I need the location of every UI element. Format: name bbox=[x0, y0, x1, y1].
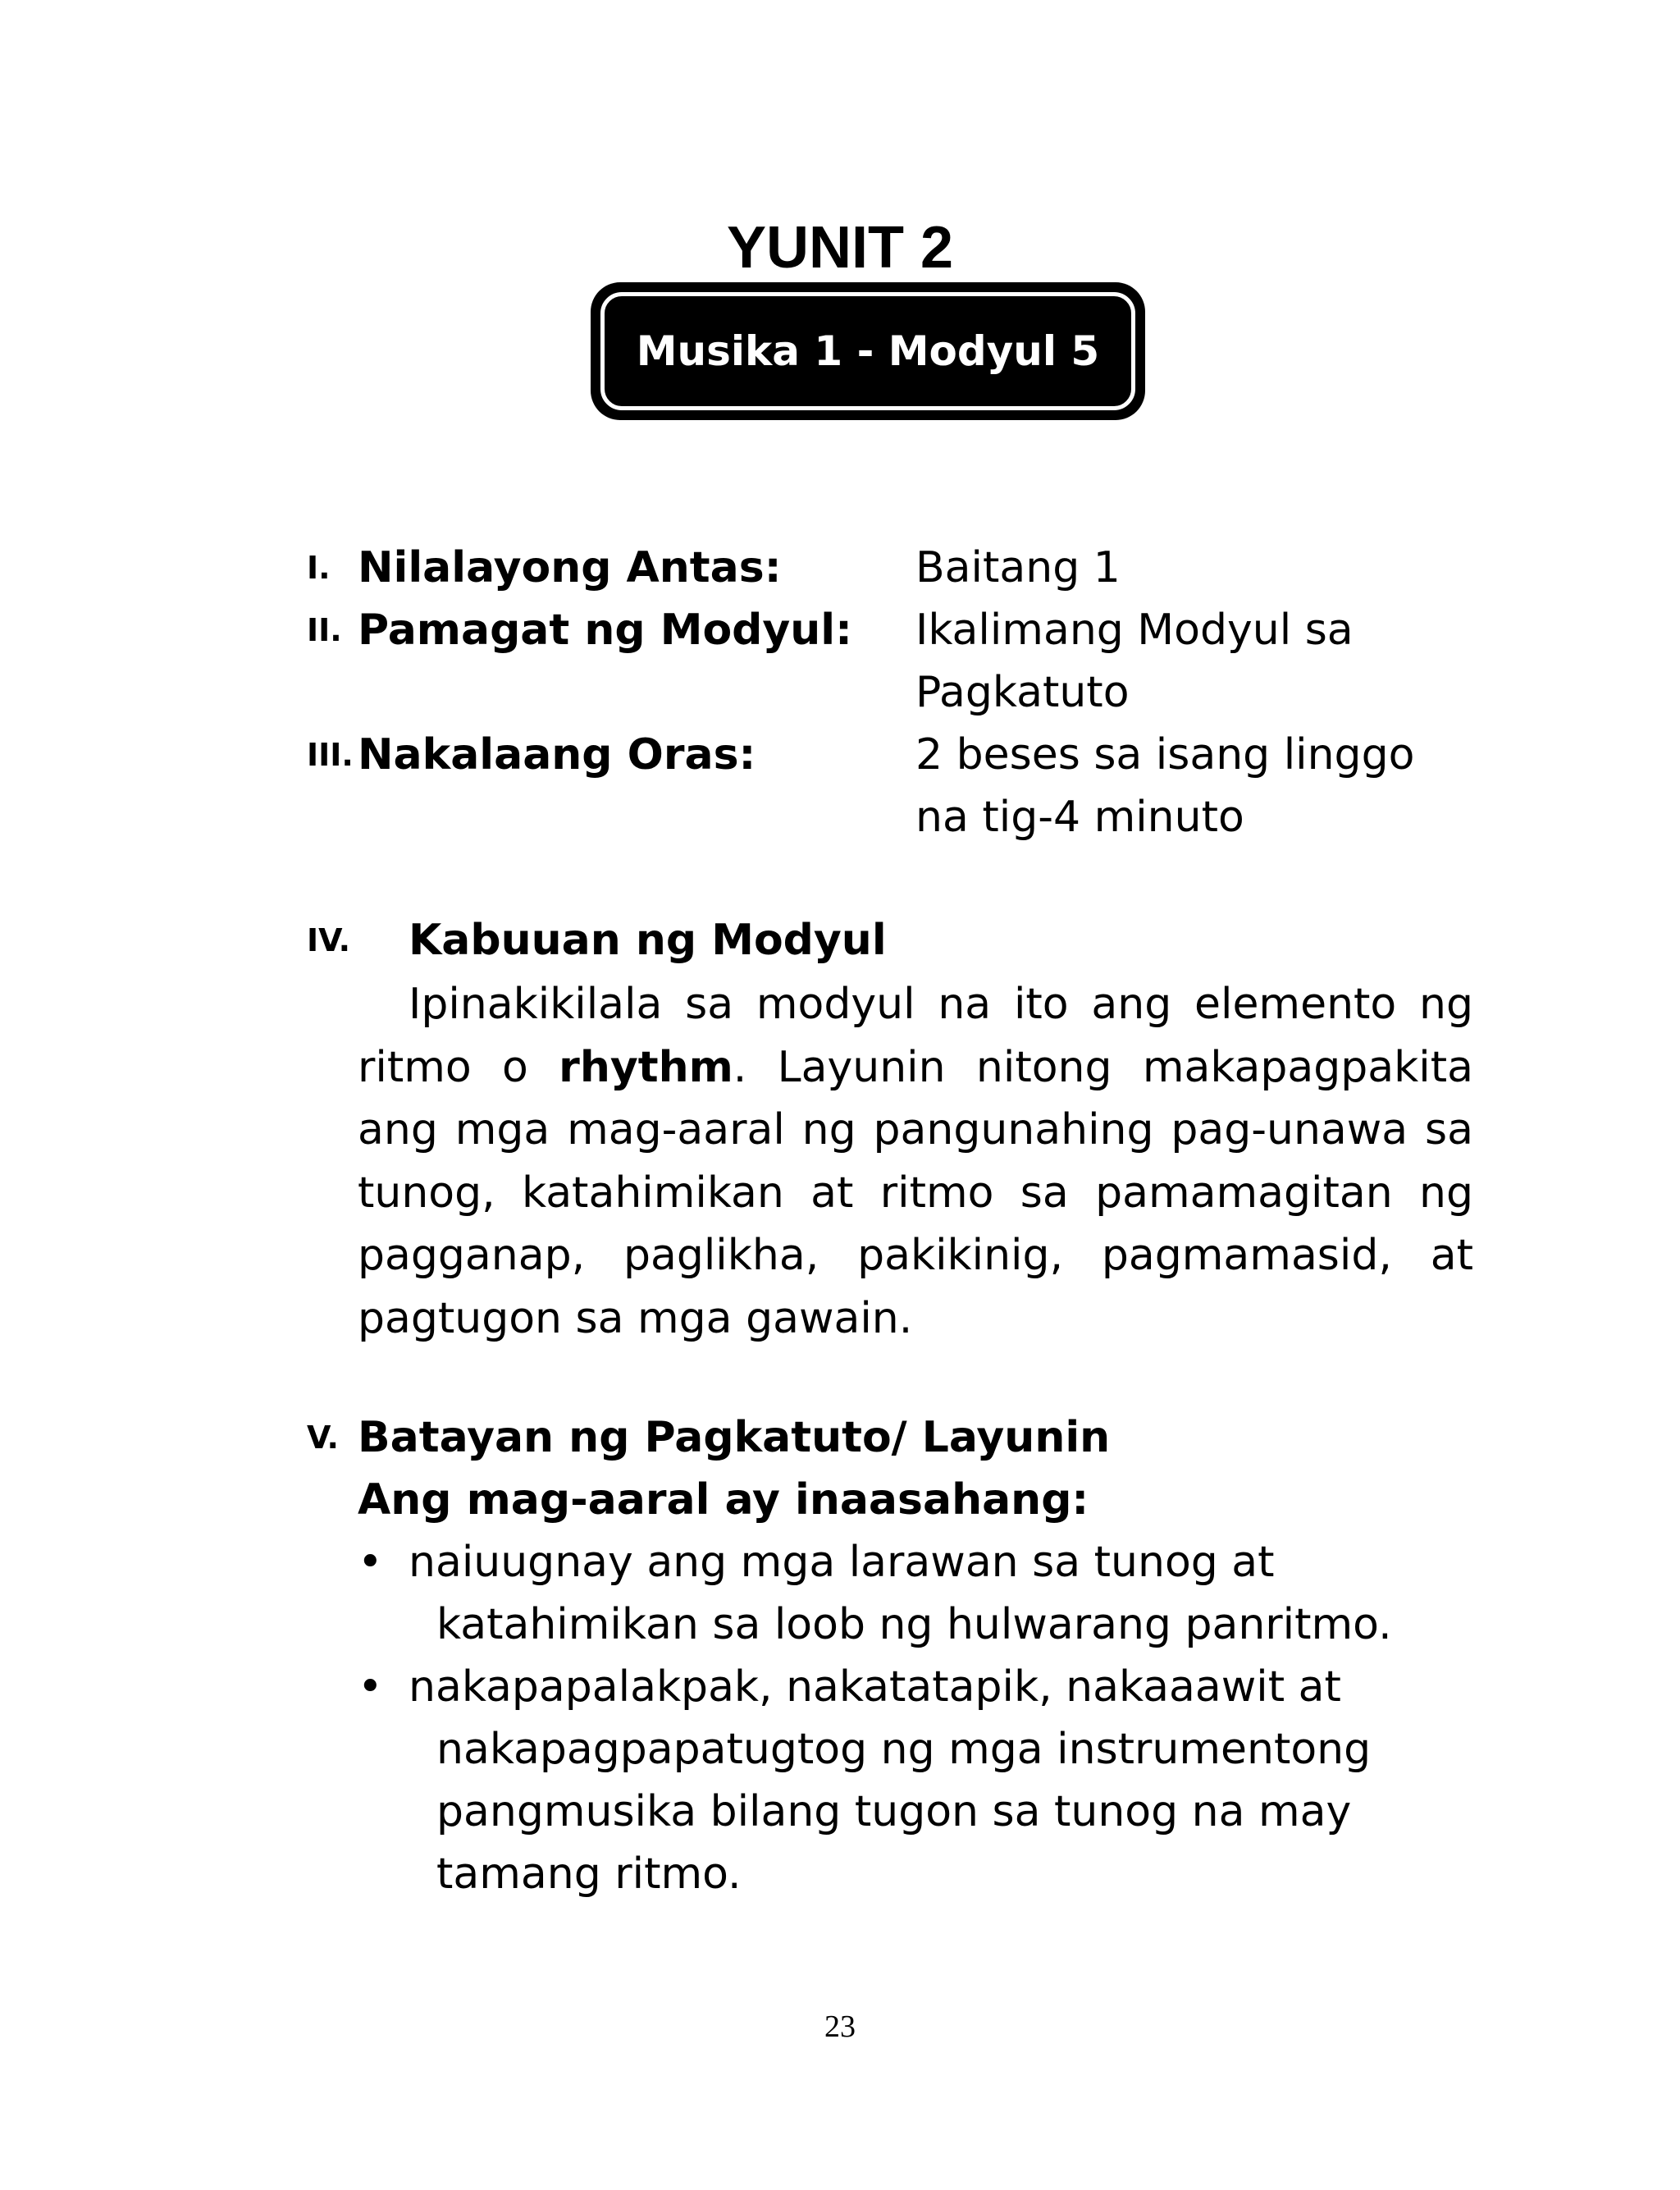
unit-title: YUNIT 2 bbox=[726, 215, 954, 281]
list-item-line: pangmusika bilang tugon sa tunog na may bbox=[436, 1787, 1352, 1836]
list-item bbox=[358, 1531, 1506, 1656]
section-numeral: IV. bbox=[307, 922, 351, 958]
page-number: 23 bbox=[824, 2009, 856, 2044]
list-item bbox=[358, 1656, 1506, 1905]
list-item-line: nakapapalakpak, nakatatapik, nakaaawit at bbox=[409, 1662, 1341, 1712]
summary-bold-term: rhythm bbox=[559, 1042, 733, 1092]
list-item-line: nakapagpapatugtog ng mga instrumentong bbox=[436, 1725, 1372, 1774]
section-heading: Kabuuan ng Modyul bbox=[409, 916, 887, 965]
section-numeral: V. bbox=[307, 1420, 339, 1456]
info-value: na tig-4 minuto bbox=[915, 793, 1244, 842]
info-numeral: III. bbox=[307, 737, 354, 773]
list-item-line: katahimikan sa loob ng hulwarang panritmo. bbox=[436, 1600, 1392, 1649]
info-label: Nakalaang Oras: bbox=[358, 730, 756, 780]
summary-text: Ipinakikilala sa modyul na ito ang elemento ng ritmo o bbox=[358, 980, 1473, 1092]
info-label: Pamagat ng Modyul: bbox=[358, 606, 852, 655]
bullet-icon: • bbox=[358, 1662, 383, 1712]
info-numeral: I. bbox=[307, 550, 331, 586]
bullet-icon: • bbox=[358, 1538, 383, 1587]
section-heading: Batayan ng Pagkatuto/ Layunin bbox=[358, 1413, 1111, 1462]
info-value: Baitang 1 bbox=[915, 543, 1121, 592]
summary-text: . Layunin nitong makapagpakita ang mga mag-aaral ng pangunahing pag-unawa sa tunog, katahimikan at ritmo sa pamamagitan ng pagganap, paglikha, pakikinig, pagmamasid, at pagtugon sa mga gawain. bbox=[358, 1042, 1473, 1343]
info-label: Nilalayong Antas: bbox=[358, 543, 782, 592]
list-item-line: tamang ritmo. bbox=[436, 1849, 742, 1899]
section-subheading: Ang mag-aaral ay inaasahang: bbox=[358, 1475, 1089, 1525]
info-numeral: II. bbox=[307, 612, 342, 648]
module-summary-paragraph bbox=[358, 973, 1473, 1350]
module-badge bbox=[591, 282, 1145, 420]
objectives-list bbox=[358, 1531, 1506, 1905]
info-value: Pagkatuto bbox=[915, 668, 1130, 717]
module-badge-frame bbox=[600, 292, 1135, 410]
info-value: 2 beses sa isang linggo bbox=[915, 730, 1415, 780]
info-value: Ikalimang Modyul sa bbox=[915, 606, 1354, 655]
list-item-line: naiuugnay ang mga larawan sa tunog at bbox=[409, 1538, 1275, 1587]
module-badge-label: Musika 1 - Modyul 5 bbox=[636, 327, 1100, 375]
